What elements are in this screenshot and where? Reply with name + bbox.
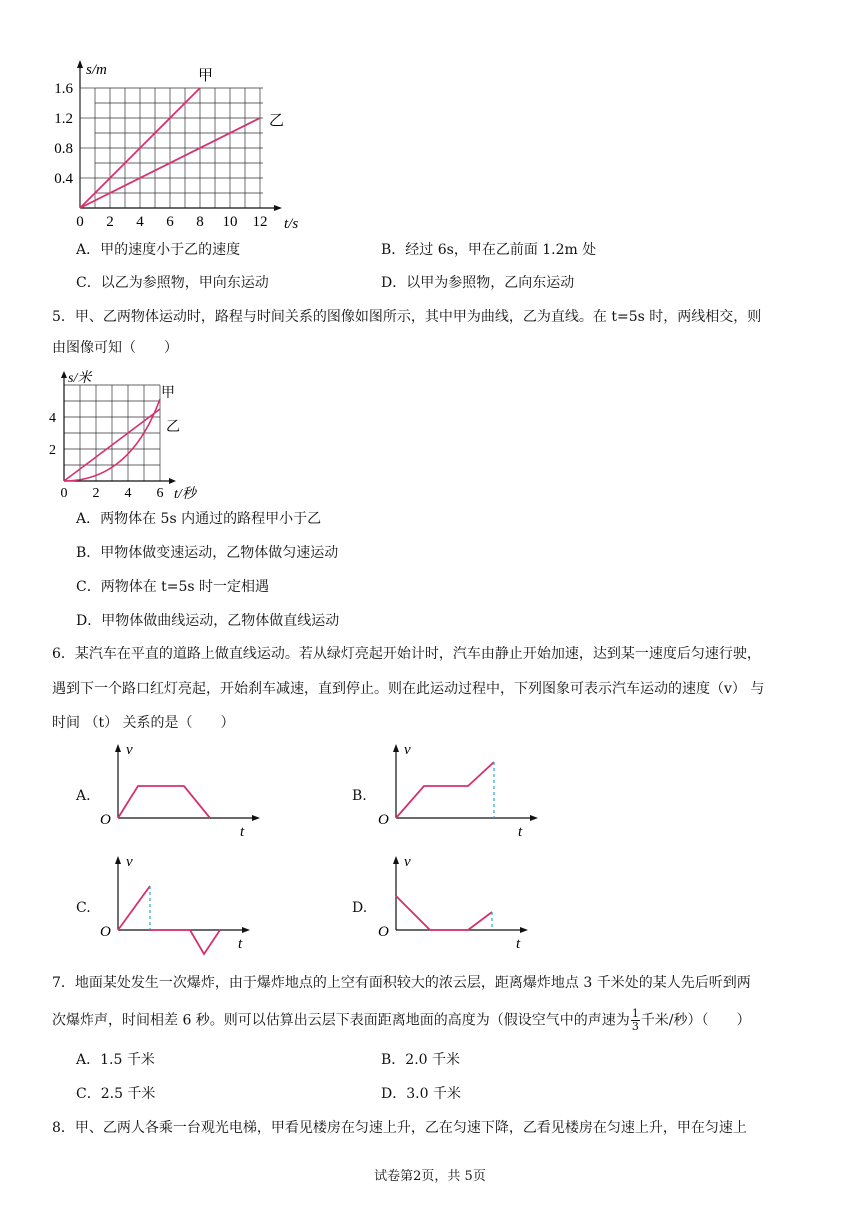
chart-1-label-jia: 甲 — [198, 68, 214, 84]
chart-1-y-arrow — [77, 60, 83, 68]
chart-1-xtick-6: 6 — [166, 214, 174, 230]
q6-graph-d-axis-v: v — [404, 854, 411, 870]
chart-1-ytick-1.2: 1.2 — [54, 111, 73, 127]
q4-option-a: A．甲的速度小于乙的速度 — [76, 242, 241, 258]
q6-stem-line-1: 6．某汽车在平直的道路上做直线运动。若从绿灯亮起开始计时，汽车由静止开始加速，达到某一速度后匀速行驶， — [52, 646, 761, 662]
chart-2-label-yi: 乙 — [166, 420, 180, 435]
chart-1-xlabel: t/s — [284, 216, 299, 232]
chart-1-xtick-10: 10 — [222, 214, 238, 230]
q6-graph-c-line — [118, 886, 150, 930]
q6-graph-a-axis-t: t — [240, 824, 245, 838]
q6-graph-c-label: C. — [76, 900, 91, 916]
q6-graph-a-line — [118, 786, 210, 818]
q5-option-c: C．两物体在 t=5s 时一定相遇 — [76, 579, 270, 595]
chart-1-s-t-graph — [40, 50, 320, 240]
chart-1-ytick-1.6: 1.6 — [54, 81, 73, 97]
q6-graph-c — [94, 850, 264, 960]
q6-graph-b-label: B. — [352, 788, 367, 804]
chart-2-xtick-2: 2 — [92, 486, 100, 501]
chart-2-y-arrow — [61, 371, 67, 378]
q6-graph-a-axis-v: v — [126, 742, 133, 758]
chart-2-xlabel: t/秒 — [174, 487, 196, 502]
chart-1-ytick-0.4: 0.4 — [54, 171, 73, 187]
q6-graph-c-origin: O — [100, 924, 111, 940]
q6-graph-c-axis-t: t — [238, 936, 243, 952]
q6-graph-b-axis-v: v — [404, 742, 411, 758]
q7-stem-line-1: 7．地面某处发生一次爆炸，由于爆炸地点的上空有面积较大的浓云层，距离爆炸地点 3 千米处的某人先后听到两 — [52, 975, 751, 991]
q6-graph-b-origin: O — [378, 812, 389, 828]
chart-1-label-yi: 乙 — [269, 113, 285, 129]
chart-1-xtick-2: 2 — [106, 214, 114, 230]
chart-2-ytick-2: 2 — [49, 443, 56, 458]
chart-1-ytick-0.8: 0.8 — [54, 141, 73, 157]
chart-2-x-arrow — [169, 478, 176, 484]
q5-option-d: D．甲物体做曲线运动，乙物体做直线运动 — [76, 613, 340, 629]
q6-graph-c-line-2 — [150, 930, 220, 954]
q7-option-c: C．2.5 千米 — [76, 1086, 156, 1102]
q7-fraction-denominator: 3 — [631, 1020, 639, 1033]
q7-fraction-numerator: 1 — [631, 1007, 639, 1020]
q6-graph-d-label: D. — [352, 900, 368, 916]
q6-stem-line-3: 时间 （t） 关系的是（ ） — [52, 715, 235, 731]
q8-stem-line-1: 8．甲、乙两人各乘一台观光电梯，甲看见楼房在匀速上升，乙在匀速下降，乙看见楼房在匀速上升，甲在匀速上 — [52, 1120, 747, 1136]
q6-graph-d-axis-t: t — [516, 936, 521, 950]
q5-option-b: B．甲物体做变速运动，乙物体做匀速运动 — [76, 545, 339, 561]
q6-graph-a-origin: O — [100, 812, 111, 828]
q7-option-b: B．2.0 千米 — [381, 1052, 461, 1068]
q7-stem-line-2-post: 千米/秒）（ ） — [640, 1012, 751, 1029]
q6-graph-a — [94, 738, 264, 838]
q7-stem-line-2 — [52, 1008, 751, 1033]
q5-stem-line-2: 由图像可知（ ） — [52, 340, 178, 356]
q6-graph-b-line — [396, 762, 494, 818]
q6-graph-b-axis-t: t — [518, 824, 523, 838]
chart-1-xtick-4: 4 — [136, 214, 144, 230]
chart-1-xtick-12: 12 — [252, 214, 268, 230]
q7-option-d: D．3.0 千米 — [381, 1086, 461, 1102]
q7-stem-line-2-pre: 次爆炸声，时间相差 6 秒。则可以估算出云层下表面距离地面的高度为（假设空气中的声速为 — [52, 1012, 630, 1029]
q7-fraction — [631, 1008, 640, 1033]
chart-1-xtick-8: 8 — [196, 214, 204, 230]
q6-stem-line-2: 遇到下一个路口红灯亮起，开始刹车减速，直到停止。则在此运动过程中，下列图象可表示汽车运动的速度（v） 与 — [52, 681, 765, 697]
chart-2-xtick-6: 6 — [156, 486, 164, 501]
q6-graph-a-label: A. — [76, 788, 91, 804]
q5-option-a: A．两物体在 5s 内通过的路程甲小于乙 — [76, 511, 322, 527]
chart-2-label-jia: 甲 — [161, 386, 175, 401]
q7-option-a: A．1.5 千米 — [76, 1052, 155, 1068]
q6-graph-d — [372, 850, 542, 950]
q4-option-b: B．经过 6s，甲在乙前面 1.2m 处 — [381, 242, 597, 258]
chart-2-xtick-4: 4 — [124, 486, 132, 501]
q4-option-c: C．以乙为参照物，甲向东运动 — [76, 275, 269, 291]
chart-2-ytick-4: 4 — [49, 411, 56, 426]
chart-2-s-t-graph — [40, 365, 220, 505]
page-footer: 试卷第2页，共 5页 — [374, 1169, 486, 1184]
chart-2-ylabel: s/米 — [68, 371, 92, 386]
q4-option-d: D．以甲为参照物，乙向东运动 — [381, 275, 575, 291]
q6-graph-d-line — [396, 896, 492, 930]
chart-1-x-arrow — [274, 205, 282, 211]
chart-1-grid — [95, 88, 263, 208]
q6-graph-d-origin: O — [378, 924, 389, 940]
q5-stem-line-1: 5．甲、乙两物体运动时，路程与时间关系的图像如图所示，其中甲为曲线，乙为直线。在 t=5s 时，两线相交，则 — [52, 309, 762, 325]
chart-1-ylabel: s/m — [86, 62, 107, 78]
chart-1-xtick-0: 0 — [76, 214, 84, 230]
q6-graph-c-axis-v: v — [126, 854, 133, 870]
chart-2-xtick-0: 0 — [60, 486, 68, 501]
q6-graph-b — [372, 738, 542, 838]
